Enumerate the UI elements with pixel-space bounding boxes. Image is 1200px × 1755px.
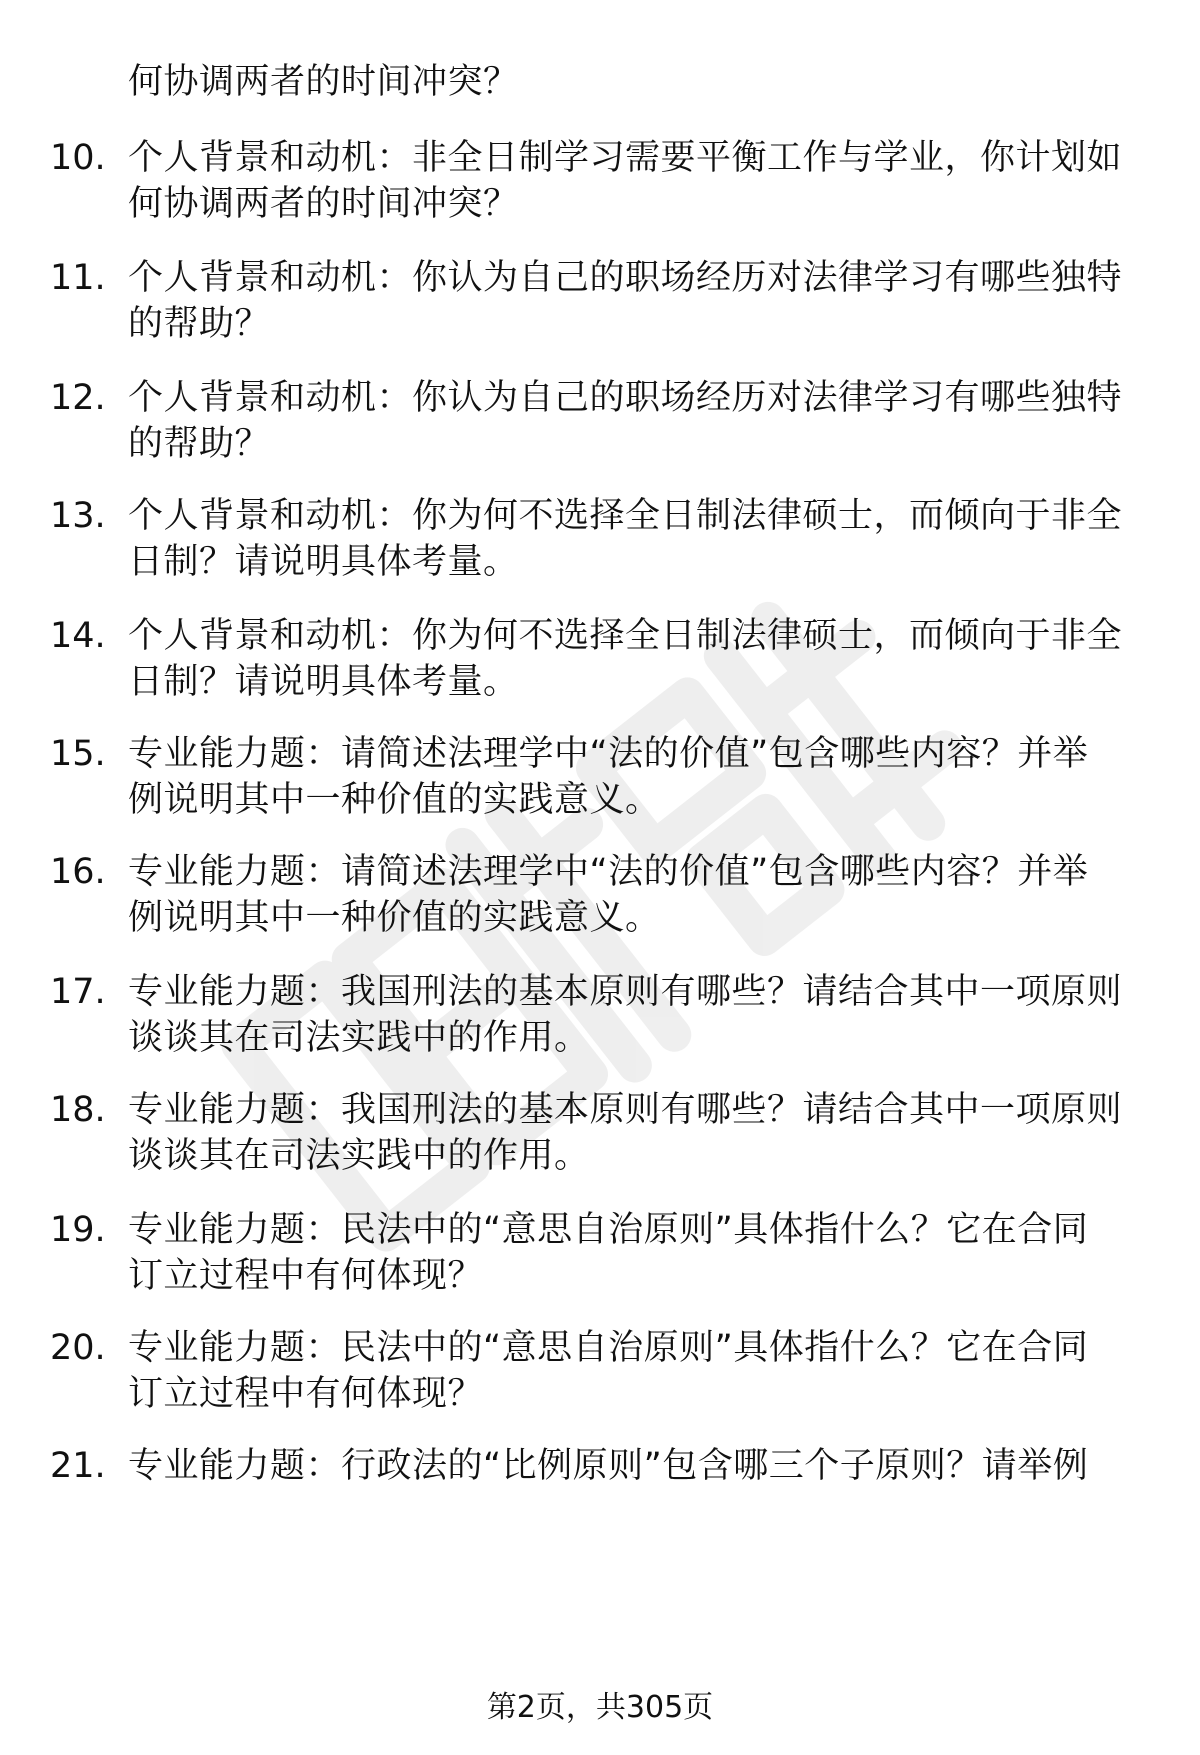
question-text-line: 例说明其中一种价值的实践意义。	[128, 780, 661, 820]
question-text-line: 个人背景和动机：非全日制学习需要平衡工作与学业，你计划如	[128, 138, 1123, 178]
question-text-line: 个人背景和动机：你认为自己的职场经历对法律学习有哪些独特	[128, 258, 1123, 298]
question-number: 19.	[50, 1210, 106, 1250]
question-number: 13.	[50, 496, 106, 536]
question-number: 11.	[50, 258, 106, 298]
question-number: 20.	[50, 1328, 106, 1368]
page-footer: 第2页，共305页	[486, 1690, 714, 1725]
question-text-line: 订立过程中有何体现？	[128, 1256, 484, 1296]
question-text-line: 个人背景和动机：你为何不选择全日制法律硕士，而倾向于非全	[128, 496, 1123, 536]
question-text-line: 专业能力题：民法中的“意思自治原则”具体指什么？它在合同	[128, 1328, 1089, 1368]
question-text-line: 个人背景和动机：你为何不选择全日制法律硕士，而倾向于非全	[128, 616, 1123, 656]
question-text-line: 谈谈其在司法实践中的作用。	[128, 1018, 590, 1058]
question-number: 17.	[50, 972, 106, 1012]
question-text-line: 日制？请说明具体考量。	[128, 542, 519, 582]
question-number: 14.	[50, 616, 106, 656]
question-number: 10.	[50, 138, 106, 178]
question-text-line: 的帮助？	[128, 304, 271, 344]
question-text-line: 专业能力题：请简述法理学中“法的价值”包含哪些内容？并举	[128, 734, 1089, 774]
question-number: 21.	[50, 1446, 106, 1486]
question-text-line: 谈谈其在司法实践中的作用。	[128, 1136, 590, 1176]
question-text-line: 例说明其中一种价值的实践意义。	[128, 898, 661, 938]
question-text-line: 专业能力题：我国刑法的基本原则有哪些？请结合其中一项原则	[128, 972, 1123, 1012]
question-text-line: 的帮助？	[128, 424, 271, 464]
question-text-line: 专业能力题：我国刑法的基本原则有哪些？请结合其中一项原则	[128, 1090, 1123, 1130]
question-text-line: 专业能力题：民法中的“意思自治原则”具体指什么？它在合同	[128, 1210, 1089, 1250]
question-number: 15.	[50, 734, 106, 774]
question-text-line: 日制？请说明具体考量。	[128, 662, 519, 702]
question-text-line: 个人背景和动机：你认为自己的职场经历对法律学习有哪些独特	[128, 378, 1123, 418]
continuation-line: 何协调两者的时间冲突？	[128, 62, 519, 102]
question-number: 18.	[50, 1090, 106, 1130]
question-number: 16.	[50, 852, 106, 892]
question-text-line: 专业能力题：请简述法理学中“法的价值”包含哪些内容？并举	[128, 852, 1089, 892]
question-text-line: 订立过程中有何体现？	[128, 1374, 484, 1414]
question-text-line: 何协调两者的时间冲突？	[128, 184, 519, 224]
question-number: 12.	[50, 378, 106, 418]
question-text-line: 专业能力题：行政法的“比例原则”包含哪三个子原则？请举例	[128, 1446, 1089, 1486]
